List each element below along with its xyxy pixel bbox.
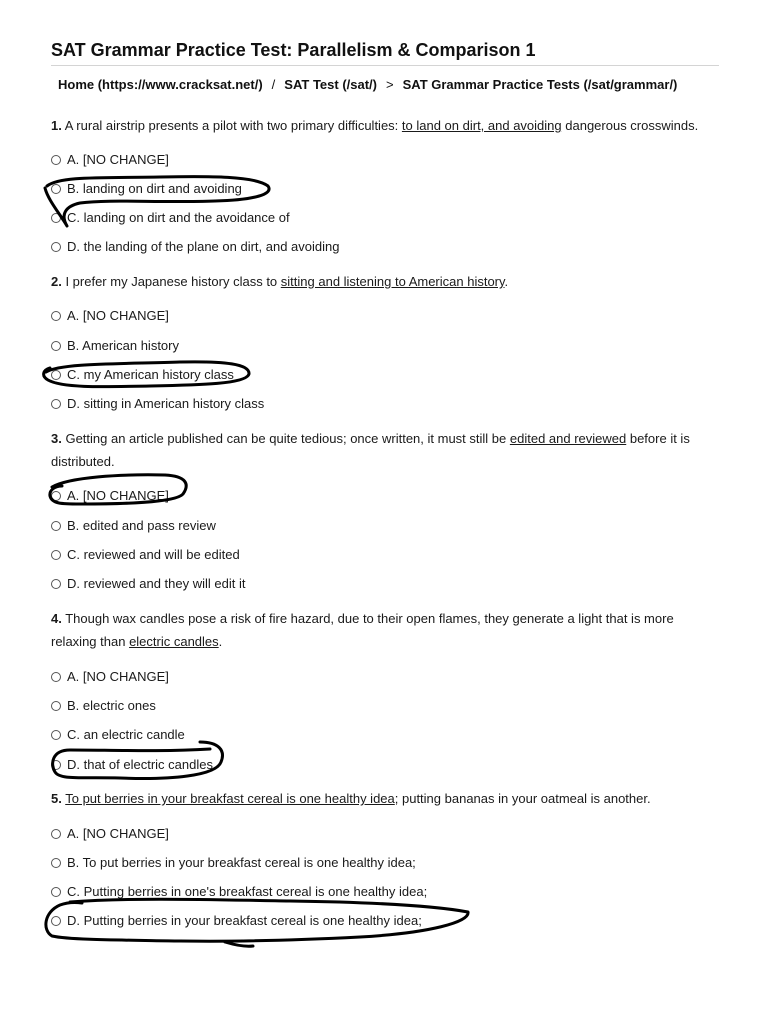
question-text: Though wax candles pose a risk of fire hazard, due to their open flames, they generate a light that is more relaxing than	[51, 611, 674, 649]
question-text: I prefer my Japanese history class to	[61, 274, 281, 289]
q5-option-d[interactable]	[51, 912, 422, 930]
radio-button[interactable]	[51, 730, 61, 740]
radio-button[interactable]	[51, 491, 61, 501]
option-label: D. reviewed and they will edit it	[67, 576, 246, 591]
question-text: dangerous crosswinds.	[561, 118, 699, 133]
radio-button[interactable]	[51, 155, 61, 165]
question-underlined-text: electric candles	[129, 634, 219, 649]
question-text: .	[504, 274, 509, 289]
option-label: C. landing on dirt and the avoidance of	[67, 210, 290, 225]
radio-button[interactable]	[51, 521, 61, 531]
page-title: SAT Grammar Practice Test: Parallelism & Comparison 1	[51, 40, 536, 60]
option-label: C. an electric candle	[67, 727, 185, 742]
radio-button[interactable]	[51, 213, 61, 223]
question-2	[51, 270, 721, 293]
q1-option-d[interactable]	[51, 238, 339, 256]
q4-option-d[interactable]	[51, 756, 213, 774]
radio-button[interactable]	[51, 370, 61, 380]
question-1	[51, 114, 721, 137]
option-label: D. the landing of the plane on dirt, and avoiding	[67, 239, 340, 254]
question-underlined-text: to land on dirt, and avoiding	[401, 118, 562, 133]
radio-button[interactable]	[51, 887, 61, 897]
q2-option-b[interactable]	[51, 337, 179, 355]
question-underlined-text: edited and reviewed	[509, 431, 627, 446]
question-4	[51, 607, 721, 653]
q3-option-d[interactable]	[51, 575, 245, 593]
radio-button[interactable]	[51, 858, 61, 868]
q2-option-c[interactable]	[51, 366, 234, 384]
option-label: A. [NO CHANGE]	[67, 826, 169, 841]
option-label: B. To put berries in your breakfast cereal is one healthy idea;	[67, 855, 416, 870]
handwritten-stroke-q5-tail	[225, 942, 253, 946]
q1-option-c[interactable]	[51, 209, 290, 227]
q4-option-c[interactable]	[51, 726, 185, 744]
breadcrumb-home-link[interactable]: Home (https://www.cracksat.net/)	[58, 77, 263, 92]
question-underlined-text: sitting and listening to American history	[280, 274, 505, 289]
radio-button[interactable]	[51, 916, 61, 926]
option-label: B. American history	[67, 338, 179, 353]
question-number: 4.	[51, 611, 62, 626]
q5-option-a[interactable]	[51, 825, 169, 843]
question-text: ; putting bananas in your oatmeal is another.	[394, 791, 651, 806]
option-label: A. [NO CHANGE]	[67, 308, 169, 323]
radio-button[interactable]	[51, 341, 61, 351]
q3-option-a[interactable]	[51, 487, 169, 505]
option-label: B. electric ones	[67, 698, 156, 713]
question-text: A rural airstrip presents a pilot with two primary difficulties:	[61, 118, 402, 133]
option-label: B. landing on dirt and avoiding	[67, 181, 242, 196]
q2-option-a[interactable]	[51, 307, 169, 325]
radio-button[interactable]	[51, 311, 61, 321]
q3-option-b[interactable]	[51, 517, 216, 535]
option-label: A. [NO CHANGE]	[67, 152, 169, 167]
breadcrumb-separator: /	[271, 77, 276, 92]
option-label: C. my American history class	[67, 367, 234, 382]
question-number: 5.	[51, 791, 62, 806]
question-5	[51, 787, 721, 810]
q4-option-a[interactable]	[51, 668, 169, 686]
q2-option-d[interactable]	[51, 395, 264, 413]
question-text: Getting an article published can be quite tedious; once written, it must still be	[61, 431, 510, 446]
q3-option-c[interactable]	[51, 546, 240, 564]
radio-button[interactable]	[51, 701, 61, 711]
q5-option-b[interactable]	[51, 854, 416, 872]
radio-button[interactable]	[51, 550, 61, 560]
breadcrumb	[58, 77, 677, 92]
title-divider	[51, 65, 719, 66]
question-number: 3.	[51, 431, 62, 446]
radio-button[interactable]	[51, 579, 61, 589]
q4-option-b[interactable]	[51, 697, 156, 715]
breadcrumb-sat-test-link[interactable]: SAT Test (/sat/)	[284, 77, 377, 92]
radio-button[interactable]	[51, 184, 61, 194]
q1-option-b[interactable]	[51, 180, 242, 198]
option-label: D. that of electric candles	[67, 757, 213, 772]
question-text: .	[218, 634, 223, 649]
q5-option-c[interactable]	[51, 883, 427, 901]
radio-button[interactable]	[51, 672, 61, 682]
question-underlined-text: To put berries in your breakfast cereal is one healthy idea	[65, 791, 395, 806]
breadcrumb-separator: >	[386, 77, 394, 92]
question-3	[51, 427, 721, 473]
option-label: B. edited and pass review	[67, 518, 216, 533]
radio-button[interactable]	[51, 399, 61, 409]
option-label: D. sitting in American history class	[67, 396, 265, 411]
question-number: 2.	[51, 274, 62, 289]
option-label: C. Putting berries in one's breakfast cereal is one healthy idea;	[67, 884, 428, 899]
q1-option-a[interactable]	[51, 151, 169, 169]
radio-button[interactable]	[51, 242, 61, 252]
radio-button[interactable]	[51, 760, 61, 770]
option-label: A. [NO CHANGE]	[67, 488, 169, 503]
option-label: C. reviewed and will be edited	[67, 547, 240, 562]
option-label: D. Putting berries in your breakfast cereal is one healthy idea;	[67, 913, 422, 928]
radio-button[interactable]	[51, 829, 61, 839]
question-number: 1.	[51, 118, 62, 133]
question-text: before it is distributed.	[51, 431, 690, 469]
breadcrumb-grammar-tests-link[interactable]: SAT Grammar Practice Tests (/sat/grammar/)	[402, 77, 678, 92]
option-label: A. [NO CHANGE]	[67, 669, 169, 684]
